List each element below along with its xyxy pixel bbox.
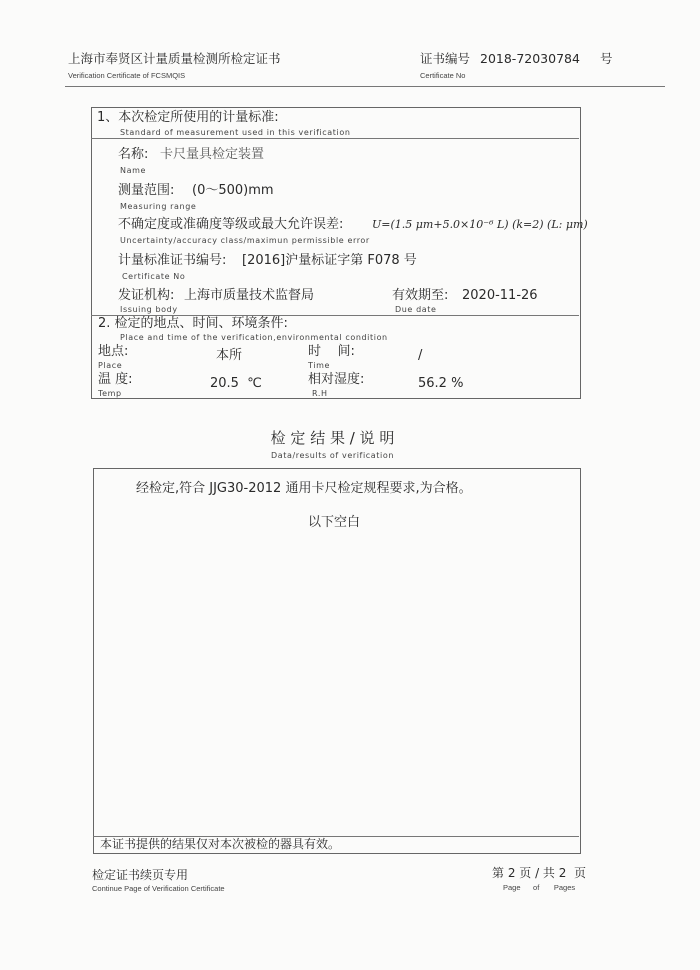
section1-heading: 1、本次检定所使用的计量标准: xyxy=(97,110,279,125)
issuer-label: 发证机构: xyxy=(118,288,175,303)
range-en: Measuring range xyxy=(120,202,197,211)
rh-value: 56.2 % xyxy=(418,376,464,391)
due-label: 有效期至: xyxy=(392,288,449,303)
range-label: 测量范围: xyxy=(118,183,175,198)
section1-divider xyxy=(91,138,579,139)
name-label: 名称: xyxy=(118,147,149,162)
standard-cert-label: 计量标准证书编号: xyxy=(118,253,227,268)
standard-cert-en: Certificate No xyxy=(122,272,186,281)
header-divider xyxy=(65,86,665,87)
issuer-value: 上海市质量技术监督局 xyxy=(184,288,315,303)
blank-below-note: 以下空白 xyxy=(308,515,361,530)
range-value: (0～500)mm xyxy=(192,183,274,198)
footer-left-en: Continue Page of Verification Certificate xyxy=(92,884,225,893)
results-title: 检 定 结 果 / 说 明 xyxy=(270,429,395,447)
results-line: 经检定,符合 JJG30-2012 通用卡尺检定规程要求,为合格。 xyxy=(136,481,472,496)
temp-label: 温 度: xyxy=(98,372,133,387)
cert-no-label-en: Certificate No xyxy=(420,71,466,80)
name-en: Name xyxy=(120,166,147,175)
section2-heading: 2. 检定的地点、时间、环境条件: xyxy=(98,316,288,331)
uncertainty-value: U=(1.5 μm+5.0×10⁻⁶ L) (k=2) (L: μm) xyxy=(372,218,588,231)
due-en: Due date xyxy=(395,305,437,314)
time-label: 时 间: xyxy=(308,344,355,359)
footer-left: 检定证书续页专用 xyxy=(92,868,189,882)
standard-cert-value: [2016]沪量标证字第 F078 号 xyxy=(242,253,417,268)
due-value: 2020-11-26 xyxy=(462,288,538,303)
section1-heading-en: Standard of measurement used in this verification xyxy=(120,128,351,137)
cert-no: 2018-72030784 xyxy=(480,51,580,66)
uncertainty-label: 不确定度或准确度等级或最大允许误差: xyxy=(118,217,344,232)
validity-note: 本证书提供的结果仅对本次被检的器具有效。 xyxy=(100,837,341,851)
page-number: 第 2 页 / 共 2 页 xyxy=(492,866,587,880)
uncertainty-en: Uncertainty/accuracy class/maximun permissible error xyxy=(120,236,370,245)
header-title: 上海市奉贤区计量质量检测所检定证书 xyxy=(68,51,281,66)
rh-label: 相对湿度: xyxy=(308,372,365,387)
place-label: 地点: xyxy=(98,344,129,359)
temp-value: 20.5 ℃ xyxy=(210,376,262,391)
issuer-en: Issuing body xyxy=(120,305,178,314)
header-title-en: Verification Certificate of FCSMQIS xyxy=(68,71,186,80)
time-en: Time xyxy=(308,361,330,370)
name-value: 卡尺量具检定装置 xyxy=(160,147,265,162)
place-value: 本所 xyxy=(216,348,243,363)
time-value: / xyxy=(418,348,423,363)
cert-no-label: 证书编号 xyxy=(420,51,471,66)
results-title-en: Data/results of verification xyxy=(270,451,395,460)
section2-heading-en: Place and time of the verification,environmental condition xyxy=(120,333,388,342)
temp-en: Temp xyxy=(98,389,122,398)
cert-no-suffix: 号 xyxy=(600,51,613,66)
page-number-en: Page of Pages xyxy=(503,883,576,892)
place-en: Place xyxy=(98,361,123,370)
rh-en: R.H xyxy=(312,389,328,398)
